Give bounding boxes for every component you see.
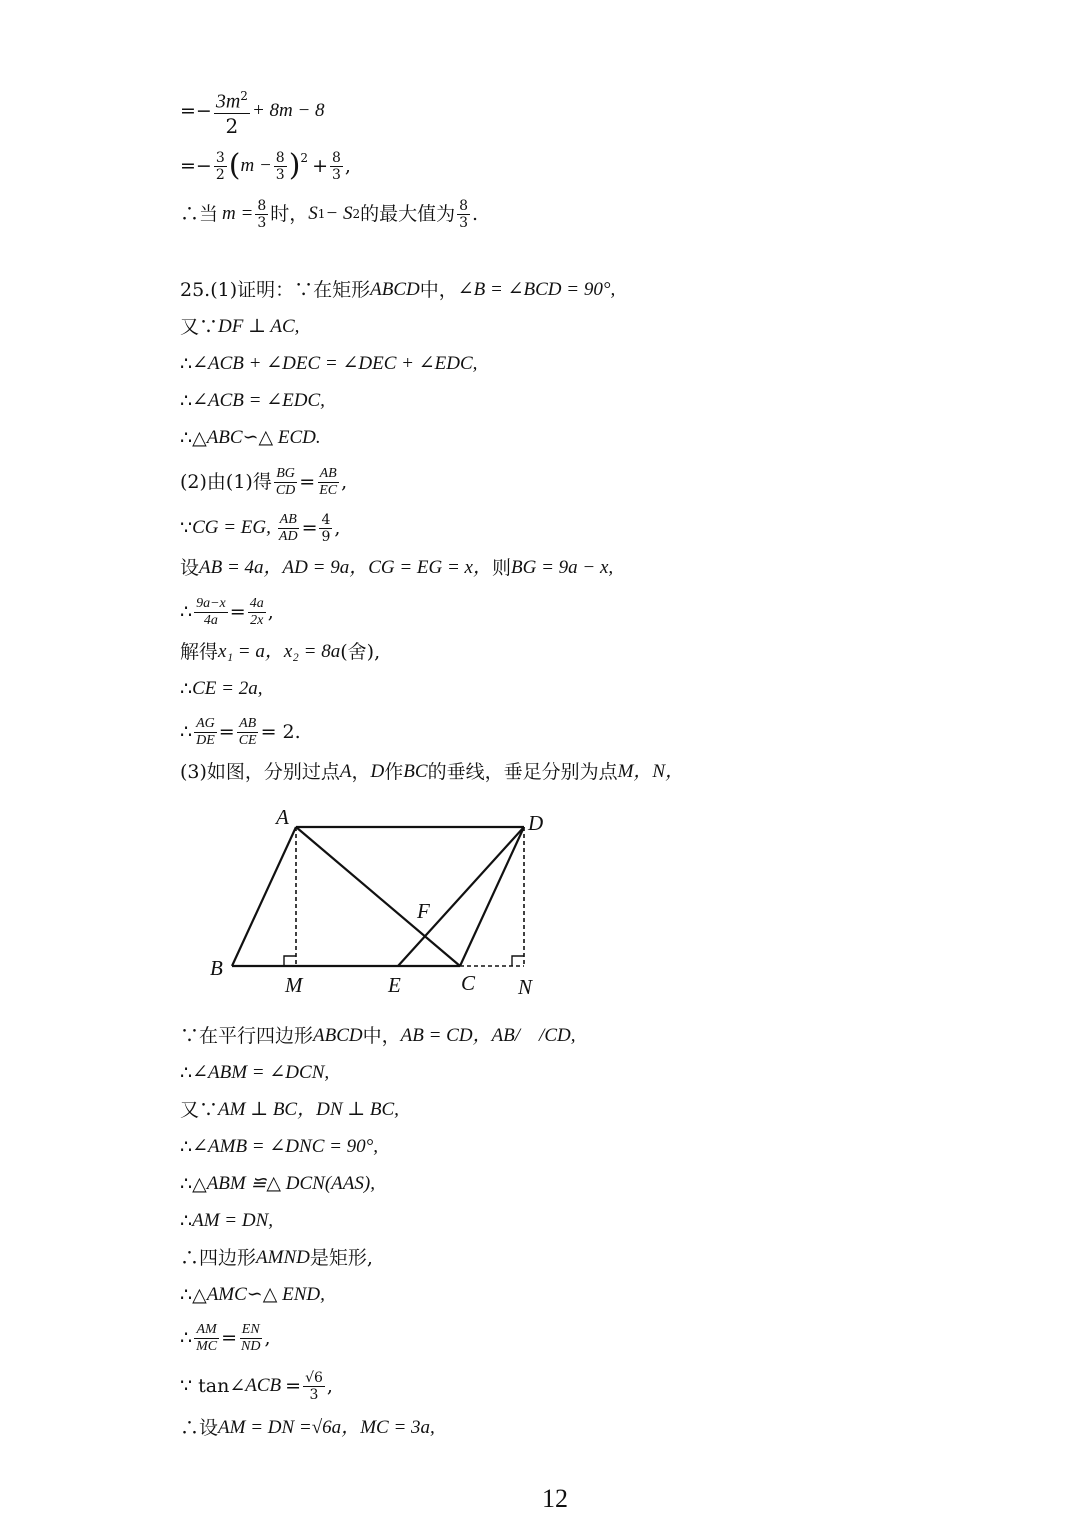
part2-line-2: ∵ CG = EG, $\frac{AB}{AD}$ = $\frac{4}{9}$ , [180,511,341,545]
page-number: 12 [542,1484,568,1513]
part2-line-1: (2)由(1)得 $\frac{BG}{CD}$ = $\frac{AB}{EC}$ , [180,465,348,498]
part3-intro: (3)如图，分别过点 A ， D 作 BC 的垂线，垂足分别为点 M，N， [180,761,685,783]
label-d: D [528,811,544,835]
label-n: N [518,975,533,999]
part3-line-10: ∵ tan∠ ACB = $\frac{√6}{3}$ , [180,1369,333,1403]
part3-line-6: ∴ AM = DN, [180,1210,273,1232]
part2-line-5: 解得 x₁ = a，x₂ = 8a (舍), [180,641,381,663]
part3-line-1: ∵在平行四边形 ABCD 中， AB = CD，AB/ /CD, [180,1025,576,1047]
part3-line-5: ∴△ ABM ≌△ DCN(AAS), [180,1173,375,1195]
label-a: A [276,805,289,829]
derivation-line-2: =− $\frac{3}{2}$ ( m − $\frac{8}{3}$ ) $^2$ + $\frac{8}{3}$ , [180,148,351,183]
figure-dashed-lines [296,827,524,966]
part3-line-9: ∴ $\frac{AM}{MC}$ = $\frac{EN}{ND}$ , [180,1321,271,1354]
part1-line-2: 又∵ DF ⊥ AC, [180,316,300,338]
derivation-line-1: =− $\frac{3m^2}{2}$ + 8m − 8 [180,86,325,136]
part2-line-7: ∴ $\frac{AG}{DE}$ = $\frac{AB}{CE}$ = 2. [180,715,301,748]
label-c: C [461,971,476,995]
segment-ac [296,827,460,966]
part3-line-2: ∴ ∠ABM = ∠DCN, [180,1062,330,1084]
part3-line-3: 又∵ AM ⊥ BC，DN ⊥ BC, [180,1099,399,1121]
part3-line-8: ∴△ AMC∽△ END, [180,1284,325,1306]
derivation-line-3: ∴当 m = $\frac{8}{3}$ 时， S 1 − S 2 的最大值为 $\frac{8}{3}$ . [180,197,479,231]
part3-line-7: ∴四边形 AMND 是矩形, [180,1247,373,1269]
label-f: F [417,899,430,923]
label-e: E [388,973,401,997]
segment-de [398,827,524,966]
right-angle-n [512,956,524,966]
segment-ab [232,827,296,966]
label-m: M [285,973,303,997]
part2-line-4: ∴ $\frac{9a-x}{4a}$ = $\frac{4a}{2x}$ , [180,595,274,628]
geometry-figure [200,800,560,1000]
part2-line-3: 设 AB = 4a，AD = 9a，CG = EG = x， 则 BG = 9a − x, [180,557,614,579]
segment-cd [460,827,524,966]
part1-line-1: 25.(1)证明：∵在矩形 ABCD 中， ∠B = ∠BCD = 90°, [180,279,616,301]
fraction: $\frac{3m^2}{2}$ [214,84,250,139]
part1-line-4: ∴ ∠ACB = ∠EDC, [180,390,325,412]
label-b: B [210,956,223,980]
part3-line-4: ∴ ∠AMB = ∠DNC = 90°, [180,1136,379,1158]
part1-line-3: ∴ ∠ACB + ∠DEC = ∠DEC + ∠EDC, [180,353,478,375]
right-angle-m [284,956,296,966]
part2-line-6: ∴ CE = 2a, [180,678,263,700]
part1-line-5: ∴△ ABC∽△ ECD. [180,427,321,449]
part3-line-11: ∴设 AM = DN = √6a ，MC = 3a, [180,1417,435,1439]
figure-solid-lines [232,827,524,966]
